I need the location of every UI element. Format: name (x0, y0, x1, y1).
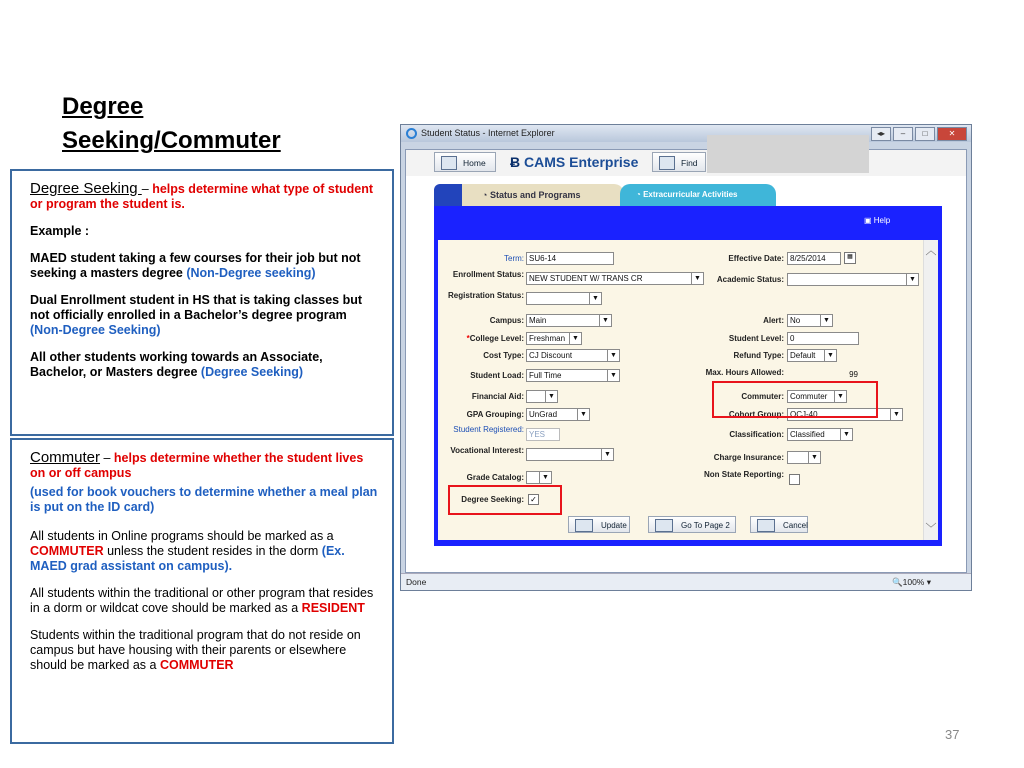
cost-type-value: CJ Discount (529, 351, 573, 360)
effective-date-label: Effective Date: (728, 254, 784, 263)
dual-enrollment-text: Dual Enrollment student in HS that is taking classes but not officially enrolled in a Bachelor’s degree program (30, 293, 363, 322)
chevron-down-icon[interactable]: ▼ (607, 370, 619, 381)
chevron-down-icon[interactable]: ▼ (589, 293, 601, 304)
cancel-button[interactable] (750, 516, 808, 533)
registration-label: Registration Status: (448, 291, 525, 300)
chevron-down-icon[interactable]: ▼ (840, 429, 852, 440)
financial-aid-label: Financial Aid: (471, 392, 524, 401)
campus-value: Main (529, 316, 547, 325)
cost-type-label: Cost Type: (483, 351, 524, 360)
gpa-grouping-value: UnGrad (529, 410, 558, 419)
chevron-down-icon[interactable]: ▼ (691, 273, 703, 284)
status-text: Done (406, 577, 427, 587)
chevron-down-icon[interactable]: ▼ (599, 315, 611, 326)
chevron-down-icon[interactable]: ▼ (808, 452, 820, 463)
max-hours-label: Max. Hours Allowed: (705, 368, 784, 377)
gpa-grouping-label: GPA Grouping: (466, 410, 524, 419)
classification-select[interactable] (787, 428, 853, 441)
alert-label: Alert: (763, 316, 784, 325)
commuter-note: (used for book vouchers to determine whether a meal plan is put on the ID card) (30, 485, 378, 514)
other-students-text: All other students working towards an Associate, Bachelor, or Masters degree (30, 350, 323, 379)
commuter-desc: helps determine whether the student lives on or off campus (30, 451, 364, 480)
online-text-c: unless the student resides in the dorm (103, 544, 322, 558)
home-label: Home (463, 158, 486, 168)
student-load-select[interactable] (526, 369, 620, 382)
chevron-down-icon[interactable]: ▼ (820, 315, 832, 326)
logo-text: CAMS Enterprise (524, 154, 639, 170)
college-level-text: College Level: (469, 334, 524, 343)
term-label: Term: (504, 254, 524, 263)
minimize-icon[interactable]: – (893, 127, 913, 141)
chevron-down-icon[interactable]: ▼ (890, 409, 902, 420)
cancel-label: Cancel (783, 521, 808, 530)
chevron-down-icon[interactable]: ▼ (569, 333, 581, 344)
tab-status-label: Status and Programs (489, 190, 581, 200)
page-content (405, 149, 967, 573)
commuter-label: Commuter: (741, 392, 784, 401)
help-label: Help (873, 216, 891, 225)
page-icon (655, 519, 673, 532)
campus-select[interactable] (526, 314, 612, 327)
classification-value: Classified (790, 430, 825, 439)
heading-dash: – (141, 182, 153, 196)
cohort-group-value: OCJ-40 (790, 410, 818, 419)
cancel-icon (757, 519, 775, 532)
offcampus-commuter: COMMUTER (159, 658, 234, 672)
charge-insurance-select[interactable] (787, 451, 821, 464)
find-label: Find (681, 158, 698, 168)
maximize-icon[interactable]: □ (915, 127, 935, 141)
cost-type-select[interactable] (526, 349, 620, 362)
find-icon (659, 156, 675, 170)
alert-select[interactable] (787, 314, 833, 327)
academic-status-label: Academic Status: (716, 275, 784, 284)
slide-title (62, 90, 281, 158)
update-button[interactable] (568, 516, 630, 533)
tab-status-programs[interactable]: ◔ Status and Programs (434, 184, 624, 206)
tab-extra-label: Extracurricular Activities (643, 190, 738, 199)
tab-marker (434, 184, 462, 206)
vocational-label: Vocational Interest: (450, 446, 524, 455)
academic-status-select[interactable] (787, 273, 919, 286)
enrollment-select[interactable] (526, 272, 704, 285)
commuter-value: Commuter (790, 392, 828, 401)
student-level-label: Student Level: (728, 334, 784, 343)
zoom-value: 100% (902, 577, 925, 587)
non-state-checkbox[interactable] (789, 474, 800, 485)
student-registered-label: Student Registered: (453, 425, 524, 434)
degree-seeking-box (10, 169, 394, 436)
chevron-down-icon[interactable]: ▼ (539, 472, 551, 483)
grade-catalog-label: Grade Catalog: (466, 473, 524, 482)
registration-select[interactable] (526, 292, 602, 305)
classification-label: Classification: (729, 430, 784, 439)
chevron-up-icon[interactable]: ︿ (925, 245, 937, 257)
campus-label: Campus: (489, 316, 524, 325)
slide-title-line2: Seeking/Commuter (62, 127, 281, 154)
chevron-down-icon[interactable]: ﹀ (925, 523, 937, 535)
college-level-select[interactable] (526, 332, 582, 345)
term-field[interactable]: SU6-14 (526, 252, 614, 265)
tab-extracurricular[interactable]: ◔ Extracurricular Activities (620, 184, 776, 206)
gpa-grouping-select[interactable] (526, 408, 590, 421)
student-status-form (438, 240, 938, 540)
home-button[interactable] (434, 152, 496, 172)
vocational-select[interactable] (526, 448, 614, 461)
charge-insurance-label: Charge Insurance: (713, 453, 784, 462)
goto-label: Go To Page 2 (681, 521, 730, 530)
college-level-value: Freshman (529, 334, 566, 343)
grade-catalog-select[interactable] (526, 471, 552, 484)
non-state-label: Non State Reporting: (704, 470, 784, 479)
college-level-label: *College Level: (466, 334, 524, 343)
degree-seeking-desc: helps determine what type of student or program the student is. (30, 182, 374, 211)
help-link[interactable]: ▣ Help (864, 216, 891, 225)
financial-aid-select[interactable] (526, 390, 558, 403)
cams-logo: Ƀ CAMS Enterprise (510, 154, 639, 170)
slide-title-line1: Degree (62, 93, 144, 120)
commuter-highlight (712, 381, 878, 418)
ie-icon (406, 128, 417, 139)
back-icon[interactable]: ◂▸ (871, 127, 891, 141)
example-label: Example : (30, 224, 90, 238)
resident-word: RESIDENT (301, 601, 365, 615)
chevron-down-icon[interactable]: ▼ (824, 350, 836, 361)
refund-type-label: Refund Type: (733, 351, 784, 360)
effective-date-field[interactable]: 8/25/2014 (787, 252, 841, 265)
max-hours-field[interactable]: 99 (849, 370, 858, 379)
commuter-heading: Commuter (30, 449, 101, 466)
alert-value: No (790, 316, 801, 325)
other-students-tag: (Degree Seeking) (200, 365, 304, 379)
update-icon (575, 519, 593, 532)
traditional-text: All students within the traditional or other program that resides in a dorm or wildcat cove should be marked as a (30, 586, 374, 615)
chevron-down-icon[interactable]: ▼ (834, 391, 846, 402)
page-number: 37 (945, 727, 960, 742)
window-titlebar (401, 125, 971, 142)
online-text-a: All students in Online programs should be marked as a (30, 529, 334, 543)
degree-seeking-heading: Degree Seeking (30, 180, 142, 197)
chevron-down-icon[interactable]: ▼ (906, 274, 918, 285)
find-button[interactable] (652, 152, 706, 172)
dual-enrollment-tag: (Non-Degree Seeking) (30, 323, 161, 337)
browser-window (400, 124, 972, 591)
online-example: (Ex. MAED grad assistant on campus). (30, 544, 345, 573)
student-load-label: Student Load: (470, 371, 524, 380)
browser-statusbar (401, 573, 971, 590)
cohort-group-label: Cohort Group: (728, 410, 784, 419)
home-icon (441, 156, 457, 170)
update-label: Update (601, 521, 627, 530)
window-title: Student Status - Internet Explorer (421, 128, 555, 138)
zoom-control[interactable]: 🔍100% ▾ (892, 577, 931, 587)
close-icon[interactable]: ✕ (937, 127, 967, 141)
chevron-down-icon[interactable]: ▼ (601, 449, 613, 460)
refund-type-value: Default (790, 351, 816, 360)
commuter-box (10, 438, 394, 744)
degree-seeking-highlight (448, 485, 562, 515)
commuter-dash: – (100, 451, 114, 465)
goto-page2-button[interactable] (648, 516, 736, 533)
degree-seeking-label: Degree Seeking: (461, 495, 524, 504)
student-level-field[interactable]: 0 (787, 332, 859, 345)
enrollment-label: Enrollment Status: (452, 270, 524, 279)
calendar-icon[interactable]: ▦ (844, 252, 856, 264)
chevron-down-icon[interactable]: ▼ (577, 409, 589, 420)
online-commuter: COMMUTER (30, 544, 104, 558)
maed-tag: (Non-Degree seeking) (186, 266, 316, 280)
refund-type-select[interactable] (787, 349, 837, 362)
form-scrollbar[interactable] (923, 240, 938, 540)
chevron-down-icon[interactable]: ▼ (607, 350, 619, 361)
chevron-down-icon[interactable]: ▼ (545, 391, 557, 402)
student-registered-field: YES (526, 428, 560, 441)
maed-text: MAED student taking a few courses for their job but not seeking a masters degree (30, 251, 361, 280)
offcampus-text: Students within the traditional program that do not reside on campus but have housing with their parents or elsewhere should be marked as a (30, 628, 361, 672)
redacted-area (707, 135, 869, 173)
degree-seeking-checkbox[interactable]: ✓ (528, 494, 539, 505)
student-load-value: Full Time (529, 371, 562, 380)
app-toolbar (406, 150, 966, 177)
enrollment-value: NEW STUDENT W/ TRANS CR (529, 274, 643, 283)
